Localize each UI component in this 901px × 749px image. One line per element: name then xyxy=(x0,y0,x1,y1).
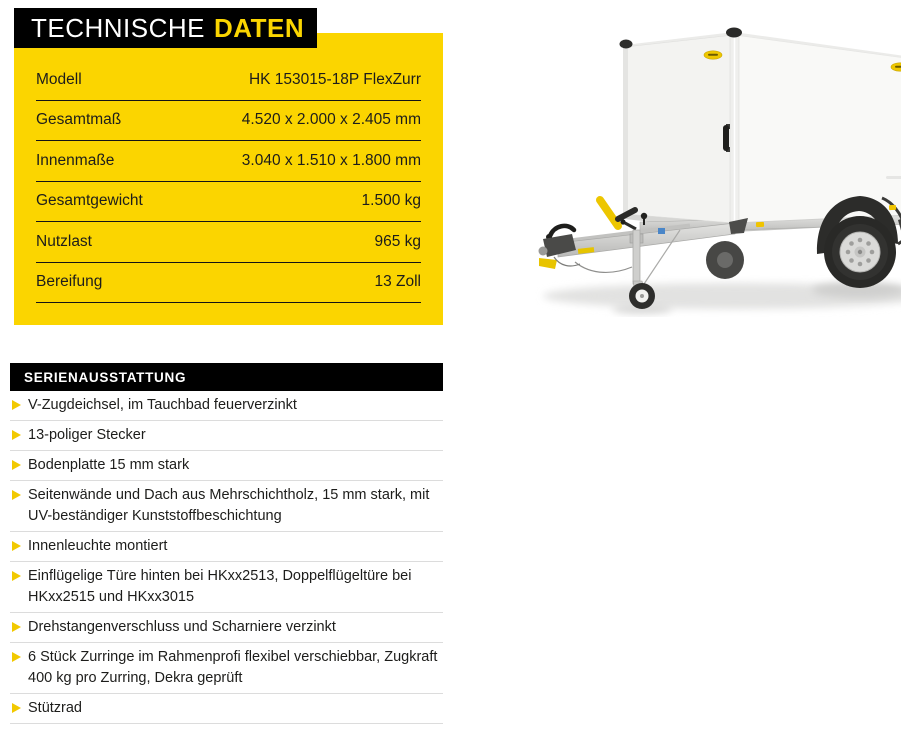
spec-value: 13 Zoll xyxy=(374,273,421,291)
spec-row-modell xyxy=(36,60,421,101)
feature-text: Innenleuchte montiert xyxy=(28,538,168,554)
feature-item xyxy=(10,451,443,481)
feature-text: Drehstangenverschluss und Scharniere verzinkt xyxy=(28,619,336,635)
spec-row-nutzlast xyxy=(36,222,421,263)
triangle-right-icon xyxy=(12,652,21,662)
triangle-right-icon xyxy=(12,622,21,632)
spec-row-bereifung xyxy=(36,263,421,304)
feature-text: V-Zugdeichsel, im Tauchbad feuerverzinkt xyxy=(28,397,297,413)
features-section xyxy=(10,363,443,724)
header-title-accent: DATEN xyxy=(214,12,305,43)
feature-item xyxy=(10,421,443,451)
feature-text: 6 Stück Zurringe im Rahmenprofi flexibel verschiebbar, Zugkraft 400 kg pro Zurring, Dekra geprüft xyxy=(28,649,438,686)
spec-row-innenmasse xyxy=(36,141,421,182)
spec-table xyxy=(14,33,443,325)
spec-rows xyxy=(36,60,421,303)
spec-value: 965 kg xyxy=(374,232,421,250)
spec-value: 3.040 x 1.510 x 1.800 mm xyxy=(241,151,421,169)
feature-text: Einflügelige Türe hinten bei HKxx2513, Doppelflügeltüre bei HKxx2515 und HKxx3015 xyxy=(28,568,412,605)
coupling-head xyxy=(539,226,581,269)
header-title-prefix: TECHNISCHE xyxy=(31,12,206,43)
spec-label: Gesamtmaß xyxy=(36,111,122,129)
spec-value: 4.520 x 2.000 x 2.405 mm xyxy=(241,111,421,129)
triangle-right-icon xyxy=(12,703,21,713)
feature-item xyxy=(10,532,443,562)
triangle-right-icon xyxy=(12,490,21,500)
feature-item xyxy=(10,391,443,421)
feature-text: Seitenwände und Dach aus Mehrschichtholz, 15 mm stark, mit UV-beständiger Kunststoffbeschichtung xyxy=(28,487,430,524)
spec-label: Nutzlast xyxy=(36,232,92,250)
trailer-shadow xyxy=(543,282,901,314)
spec-label: Gesamtgewicht xyxy=(36,192,143,210)
feature-item xyxy=(10,481,443,532)
feature-item xyxy=(10,694,443,724)
spec-value: 1.500 kg xyxy=(361,192,421,210)
features-header xyxy=(10,363,443,391)
triangle-right-icon xyxy=(12,541,21,551)
spec-label: Bereifung xyxy=(36,273,103,291)
spec-row-gesamtmass xyxy=(36,101,421,142)
triangle-right-icon xyxy=(12,430,21,440)
feature-item xyxy=(10,643,443,694)
spec-row-gesamtgewicht xyxy=(36,182,421,223)
feature-text: Stützrad xyxy=(28,700,82,716)
spec-label: Innenmaße xyxy=(36,151,115,169)
door-handle xyxy=(723,124,730,152)
spec-label: Modell xyxy=(36,70,82,88)
trailer-image xyxy=(530,26,901,326)
feature-item xyxy=(10,613,443,643)
spec-value: HK 153015-18P FlexZurr xyxy=(248,70,421,88)
feature-text: 13-poliger Stecker xyxy=(28,427,146,443)
features-header-label: SERIENAUSSTATTUNG xyxy=(24,369,187,385)
triangle-right-icon xyxy=(12,400,21,410)
triangle-right-icon xyxy=(12,460,21,470)
feature-item xyxy=(10,562,443,613)
tech-data-header xyxy=(14,8,317,48)
feature-text: Bodenplatte 15 mm stark xyxy=(28,457,190,473)
triangle-right-icon xyxy=(12,571,21,581)
trailer-wheel xyxy=(824,216,896,288)
